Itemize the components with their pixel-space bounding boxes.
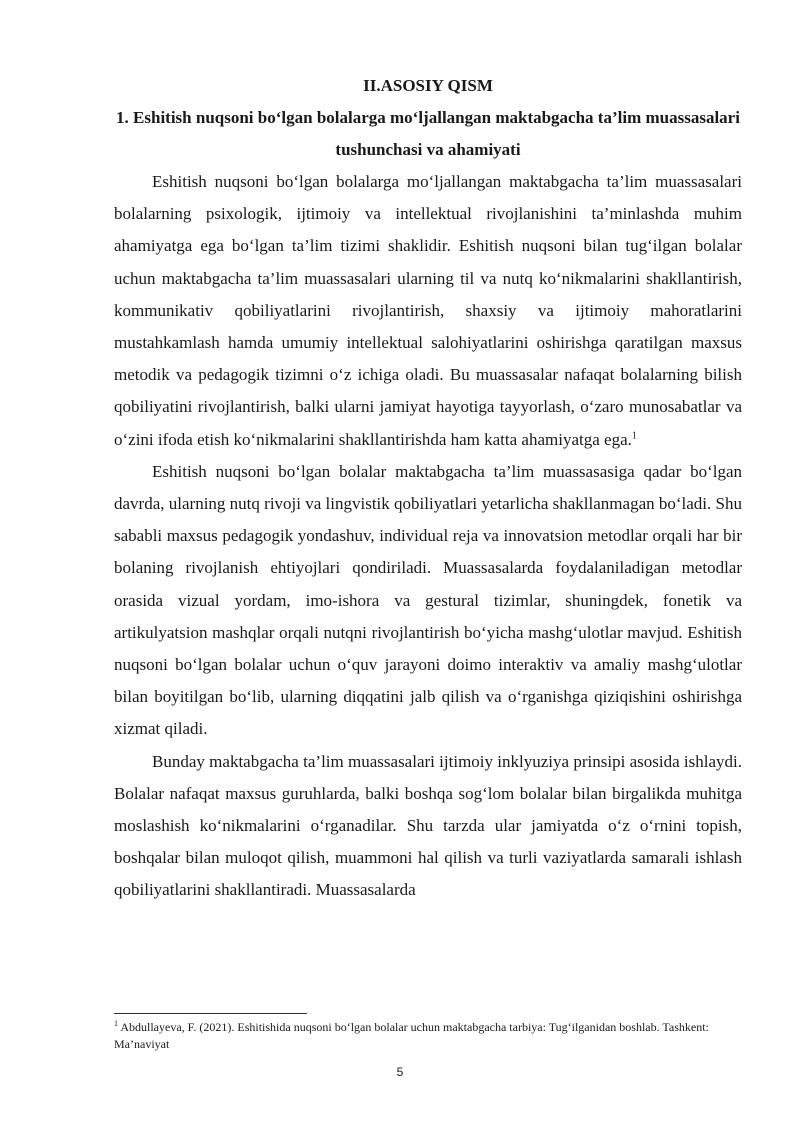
footnote-text: Abdullayeva, F. (2021). Eshitishida nuqsoni bo‘lgan bolalar uchun maktabgacha tarbiya: Tug‘ilganidan boshlab. Tashkent: Ma’naviyat [114,1020,709,1051]
footnote-separator [114,1013,307,1014]
footnote-marker: 1 [114,1019,118,1028]
chapter-heading: 1. Eshitish nuqsoni bo‘lgan bolalarga mo‘ljallangan maktabgacha ta’lim muassasalari tushunchasi va ahamiyati [116,108,740,159]
page-body [114,70,742,907]
paragraph-text: Eshitish nuqsoni bo‘lgan bolalar maktabgacha ta’lim muassasasiga qadar bo‘lgan davrda, ularning nutq rivoji va lingvistik qobiliyatlari yetarlicha shakllanmagan bo‘ladi. Shu sababli maxsus pedagogik yondashuv, individual reja va innovatsion metodlar orqali har bir bolaning rivojlanish ehtiyojlari qondiriladi. Muassasalarda foydalaniladigan metodlar orasida vizual yordam, imo-ishora va gestural tizimlar, shuningdek, fonetik va artikulyatsion mashqlar orqali nutqni rivojlantirish bo‘yicha mashg‘ulotlar mavjud. Eshitish nuqsoni bo‘lgan bolalar uchun o‘quv jarayoni doimo interaktiv va amaliy mashg‘ulotlar bilan boyitilgan bo‘lib, ularning diqqatini jalb qilish va o‘rganishga qiziqishini oshirishga xizmat qiladi. [114,461,742,739]
footnote [114,1019,744,1053]
paragraph [114,166,742,456]
paragraph-text: Bunday maktabgacha ta’lim muassasalari ijtimoiy inklyuziya prinsipi asosida ishlaydi. Bolalar nafaqat maxsus guruhlarda, balki boshqa sog‘lom bolalar bilan birgalikda muhitga moslashish ko‘nikmalarini o‘rganadilar. Shu tarzda ular jamiyatda o‘z o‘rnini topish, boshqalar bilan muloqot qilish, muammoni hal qilish va turli vaziyatlarda samarali ishlash qobiliyatlarini shakllantiradi. Muassasalarda [114,751,742,900]
paragraph [114,746,742,907]
paragraph [114,456,742,746]
paragraph-text: Eshitish nuqsoni bo‘lgan bolalarga mo‘ljallangan maktabgacha ta’lim muassasalari bolalarning psixologik, ijtimoiy va intellektual rivojlanishini ta’minlashda muhim ahamiyatga ega bo‘lgan ta’lim tizimi shaklidir. Eshitish nuqsoni bilan tug‘ilgan bolalar uchun maktabgacha ta’lim muassasalari ularning til va nutq ko‘nikmalarini shakllantirish, kommunikativ qobiliyatlarini rivojlantirish, shaxsiy va ijtimoiy mahoratlarini mustahkamlash hamda umumiy intellektual salohiyatlarini oshirishga qaratilgan maxsus metodik va pedagogik tizimni o‘z ichiga oladi. Bu muassasalar nafaqat bolalarning bilish qobiliyatini rivojlantirish, balki ularni jamiyat hayotiga tayyorlash, o‘zaro munosabatlar va o‘zini ifoda etish ko‘nikmalarini shakllantirishda ham katta ahamiyatga ega. [114,172,742,449]
section-heading: II.ASOSIY QISM [363,76,493,95]
page-number: 5 [396,1065,404,1079]
footnote-reference[interactable]: 1 [631,429,637,441]
